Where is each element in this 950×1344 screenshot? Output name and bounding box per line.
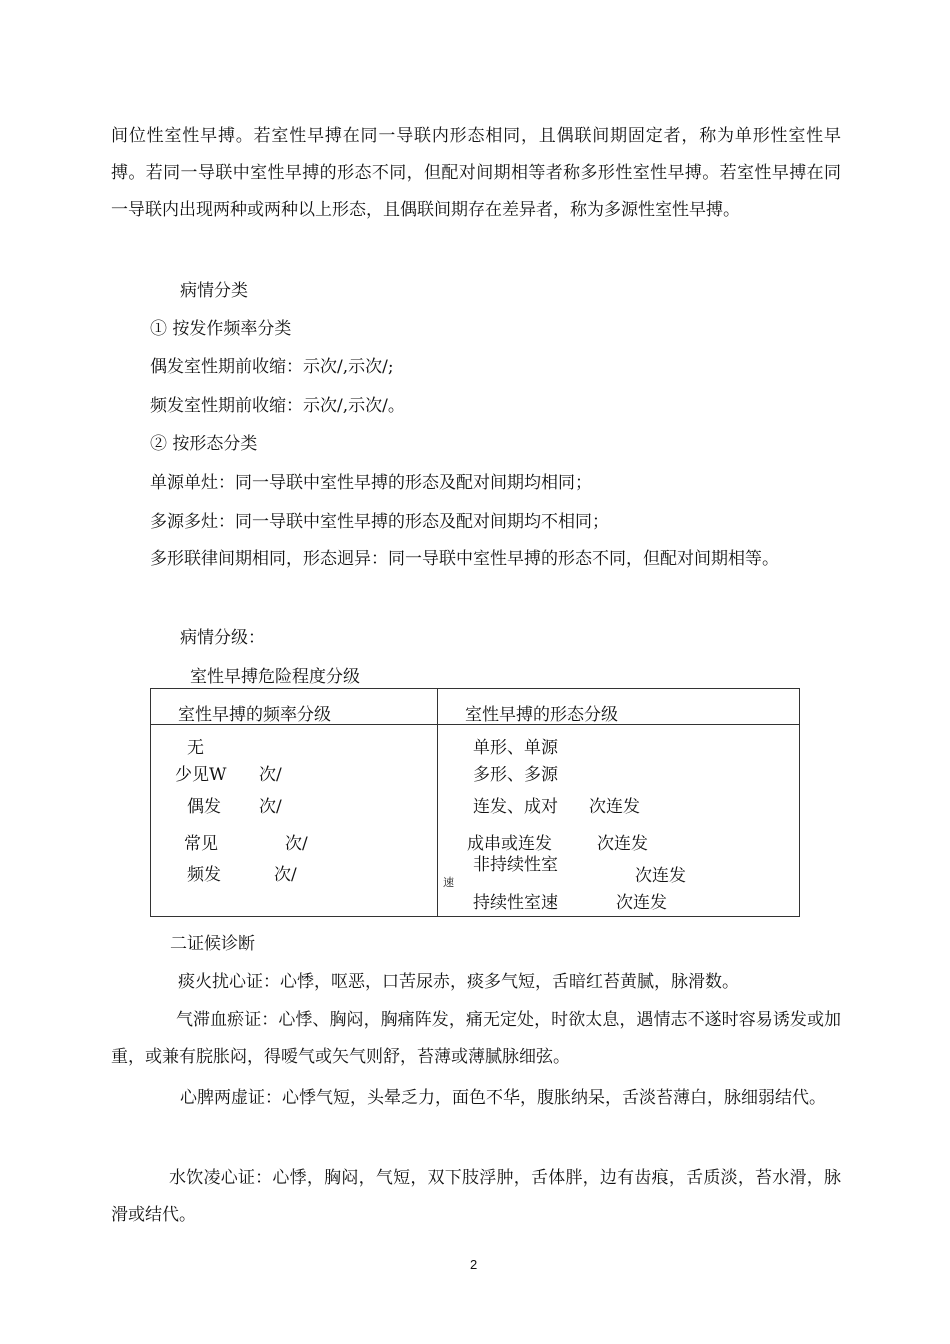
morphology-row-label: 连发、成对 [473, 797, 558, 817]
water-retention-syndrome: 水饮凌心证：心悸，胸闷，气短，双下肢浮肿，舌体胖，边有齿痕，舌质淡，苔水滑，脉滑或结代。 [111, 1168, 841, 1225]
frequency-classification-heading: ① 按发作频率分类 [150, 319, 292, 339]
grading-heading: 病情分级： [180, 628, 265, 648]
frequency-row-value: 次/ [259, 797, 282, 817]
morphology-classification-heading: ② 按形态分类 [150, 434, 258, 454]
polymorphic-paragraph: 多形联律间期相同，形态迥异：同一导联中室性早搏的形态不同，但配对间期相等。 [150, 549, 779, 569]
table-column-divider [437, 689, 438, 916]
frequency-column-header: 室性早搏的频率分级 [178, 705, 331, 725]
morphology-row-value: 次连发 [597, 834, 648, 854]
frequency-row-label: 无 [187, 738, 204, 758]
frequency-row-label: 偶发 [187, 797, 221, 817]
frequency-row-value: 次/ [259, 765, 282, 785]
qi-blood-stasis-syndrome: 气滞血瘀证：心悸、胸闷，胸痛阵发，痛无定处，时欲太息，遇情志不遂时容易诱发或加重，或兼有脘胀闷，得嗳气或矢气则舒，苔薄或薄腻脉细弦。 [111, 1010, 841, 1067]
morphology-row-value: 次连发 [616, 893, 667, 913]
unifocal-line: 单源单灶：同一导联中室性早搏的形态及配对间期均相同； [150, 473, 592, 493]
risk-table-title: 室性早搏危险程度分级 [190, 667, 360, 687]
intro-paragraph: 间位性室性早搏。若室性早搏在同一导联内形态相同，且偶联间期固定者，称为单形性室性早搏。若同一导联中室性早搏的形态不同，但配对间期相等者称多形性室性早搏。若室性早搏在同一导联内出现两种或两种以上形态，且偶联间期存在差异者，称为多源性室性早搏。 [111, 126, 841, 220]
morphology-row-label: 持续性室速 [473, 893, 558, 913]
syndrome-heading: 二证候诊断 [170, 934, 255, 954]
morphology-row-label: 单形、单源 [473, 738, 558, 758]
morphology-row-label: 成串或连发 [467, 834, 552, 854]
frequency-row-value: 次/ [285, 834, 308, 854]
page-number: 2 [470, 1257, 478, 1272]
morphology-row-label: 多形、多源 [473, 765, 558, 785]
phlegm-fire-syndrome: 痰火扰心证：心悸，呕恶，口苦尿赤，痰多气短，舌暗红苔黄腻，脉滑数。 [178, 972, 739, 992]
heart-spleen-deficiency-syndrome: 心脾两虚证：心悸气短，头晕乏力，面色不华，腹胀纳呆，舌淡苔薄白，脉细弱结代。 [180, 1088, 826, 1108]
morphology-row-value: 次连发 [589, 797, 640, 817]
frequency-row-label: 少见W [175, 765, 227, 785]
multifocal-line: 多源多灶：同一导联中室性早搏的形态及配对间期均不相同； [150, 512, 609, 532]
frequent-pvc-line: 频发室性期前收缩：示次/,示次/。 [150, 396, 405, 416]
morphology-row-value: 次连发 [635, 866, 686, 886]
classification-heading: 病情分类 [180, 281, 248, 301]
frequency-row-label: 频发 [187, 865, 221, 885]
risk-grading-table [150, 688, 800, 917]
morphology-column-header: 室性早搏的形态分级 [465, 705, 618, 725]
occasional-pvc-line: 偶发室性期前收缩：示次/,示次/; [150, 357, 394, 377]
morphology-row-label: 非持续性室 [473, 855, 558, 875]
stray-character: 速 [443, 876, 454, 889]
frequency-row-value: 次/ [274, 865, 297, 885]
frequency-row-label: 常见 [184, 834, 218, 854]
